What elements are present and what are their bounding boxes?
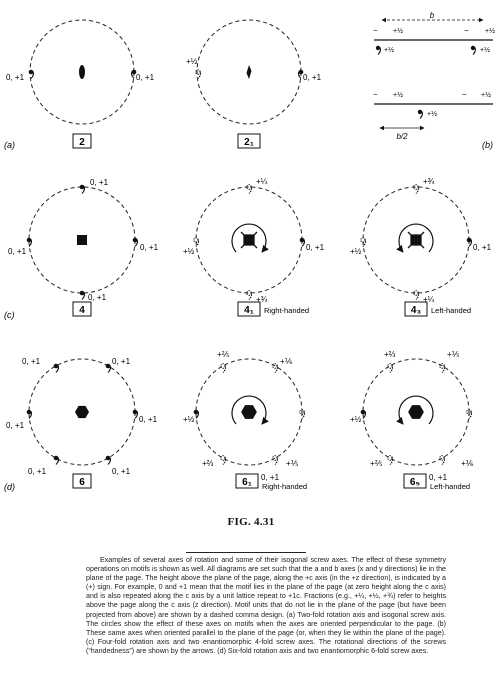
figure-title: FIG. 4.31 [227,516,275,528]
motif-comma-dashed [388,364,393,373]
four-fold-screw-symbol [408,232,424,248]
axis-label: 6₁ [242,477,252,488]
handedness-label: Left-handed [430,482,471,491]
motif-comma [418,110,423,119]
motif-height: +½ [384,47,394,54]
motif-comma [54,364,59,373]
motif-comma [80,291,85,300]
motif-height: +⅔ [202,459,214,468]
motif-height: 0, +1 [6,73,25,82]
motif-height: 0, +1 [22,357,41,366]
diagram-2-fold [6,20,155,148]
diagram-6-5-screw [350,350,474,491]
motif-comma [361,410,366,419]
diagram-6-1-screw [183,350,307,491]
motif-height: +½ [485,28,495,35]
motif-comma-dashed [194,238,199,247]
two-fold-axis-symbol [79,65,85,79]
six-fold-screw-symbol [242,406,256,418]
caption-divider [186,552,306,553]
motif-sign: − [462,90,467,99]
motif-comma [29,70,34,79]
motif-height: +½ [427,111,437,118]
motif-comma [471,46,476,55]
motif-height: +½ [393,92,403,99]
motif-comma-dashed [388,456,393,465]
motif-height: +⅙ [461,459,474,468]
motif-height: 0, +1 [261,473,280,482]
motif-height: 0, +1 [112,357,131,366]
two-fold-screw-symbol [247,65,252,79]
motif-comma-dashed [273,364,278,373]
axis-label: 2 [79,137,85,148]
motif-height: +½ [183,415,195,424]
motif-comma-dashed [414,291,419,300]
motif-comma [106,364,111,373]
motif-height: 0, +1 [90,178,109,187]
motif-comma-dashed [247,185,252,194]
motif-height: +¼ [256,177,268,186]
motif-height: +½ [350,415,362,424]
axis-label: 6₅ [409,477,421,488]
motif-comma-dashed [273,456,278,465]
panel-label-b: (b) [482,140,493,150]
motif-height: 0, +1 [8,247,27,256]
motif-comma-dashed [221,364,226,373]
motif-height: 0, +1 [136,73,155,82]
axis-label: 6 [79,477,85,488]
motif-height: 0, +1 [139,415,158,424]
axis-label: 4₃ [410,305,422,316]
motif-height: +½ [481,92,491,99]
motif-sign: − [373,90,378,99]
motif-comma [467,238,472,247]
motif-sign: − [373,26,378,35]
motif-comma-dashed [440,456,445,465]
motif-height: +¼ [423,295,435,304]
motif-height: +¾ [423,177,435,186]
motif-height: +½ [186,57,198,66]
axis-label: 4 [79,305,85,316]
motif-height: +⅖ [217,350,230,359]
motif-height: +⅖ [370,459,383,468]
diagram-4-3-screw [350,177,492,316]
motif-height: 0, +1 [112,467,131,476]
motif-height: 0, +1 [303,73,322,82]
motif-height: +½ [183,247,195,256]
motif-comma [80,185,85,194]
panel-label-c: (c) [4,310,15,320]
motif-height: +⅙ [280,357,293,366]
motif-comma-dashed [247,291,252,300]
motif-height: 0, +1 [306,243,325,252]
motif-height: +¾ [256,295,268,304]
motif-height: +½ [480,47,490,54]
motif-comma-dashed [440,364,445,373]
four-fold-screw-symbol [241,232,257,248]
handedness-label: Right-handed [262,482,308,491]
motif-comma [133,238,138,247]
axis-label: 4₁ [244,305,254,316]
six-fold-screw-symbol [409,406,423,418]
diagram-4-1-screw [183,177,325,316]
motif-comma [27,410,32,419]
motif-comma-dashed [361,238,366,247]
motif-comma [133,410,138,419]
diagram-4-fold [8,178,159,316]
motif-height: +⅕ [286,459,299,468]
motif-height: 0, +1 [6,421,25,430]
diagram-6-fold [6,357,158,488]
four-fold-axis-symbol [77,235,87,245]
motif-comma [54,456,59,465]
motif-height: +⅔ [384,350,396,359]
diagram-2-fold-screw [186,20,322,148]
motif-comma [106,456,111,465]
motif-comma [376,46,381,55]
motif-height: +½ [350,247,362,256]
motif-height: 0, +1 [88,293,107,302]
six-fold-axis-symbol [75,406,89,418]
motif-comma [194,410,199,419]
motif-height: +½ [393,28,403,35]
motif-comma-dashed [221,456,226,465]
motif-height: +⅕ [447,350,460,359]
panel-label-d: (d) [4,482,15,492]
motif-sign: − [464,26,469,35]
motif-comma-dashed [196,70,201,79]
motif-height: 0, +1 [429,473,448,482]
motif-height: 0, +1 [140,243,159,252]
motif-height: 0, +1 [28,467,47,476]
panel-label-a: (a) [4,140,15,150]
handedness-label: Right-handed [264,306,310,315]
motif-height: 0, +1 [473,243,492,252]
motif-comma [27,238,32,247]
figure-caption: Examples of several axes of rotation and some of their isogonal screw axes. The effect of these symmetry operations on motifs is shown as well. All diagrams are set such that the a and b axes (x and y directions) lie in the plane of the page. The height above the plane of the page, along the +c axis (in the +z direction), is indicated by a (+) sign. For example, 0 and +1 mean that the motif lies in the plane of the page (at zero height along the c axis) and is also repeated along the c axis by a unit lattice repeat to +1c. Fractions (e.g., +¼, +½, +¾) refer to heights above the page along the c axis (z direction). Motif units that do not lie in the plane of the page (but have been projected from above) are shown by a dashed comma design. (a) Two-fold rotation axis and isogonal screw axis. The circles show the effect of these axes on motifs when the axes are oriented perpendicular to the page. (b) These same axes when oriented parallel to the plane of the page (or, when they lie within the plane of the page). (c) Four-fold rotation axis and two enantiomorphic 4-fold screw axes. The rotational directions of the screws (“handedness”) are shown by the arrows. (d) Six-fold rotation axis and two enantiomorphic 6-fold screw axes. [86,556,446,655]
motif-comma-dashed [414,185,419,194]
axis-label: 2₁ [244,137,254,148]
distance-label: b [429,11,435,20]
handedness-label: Left-handed [431,306,472,315]
motif-comma [300,238,305,247]
distance-label: b/2 [396,132,408,141]
diagram-b-parallel-axes [373,11,495,141]
